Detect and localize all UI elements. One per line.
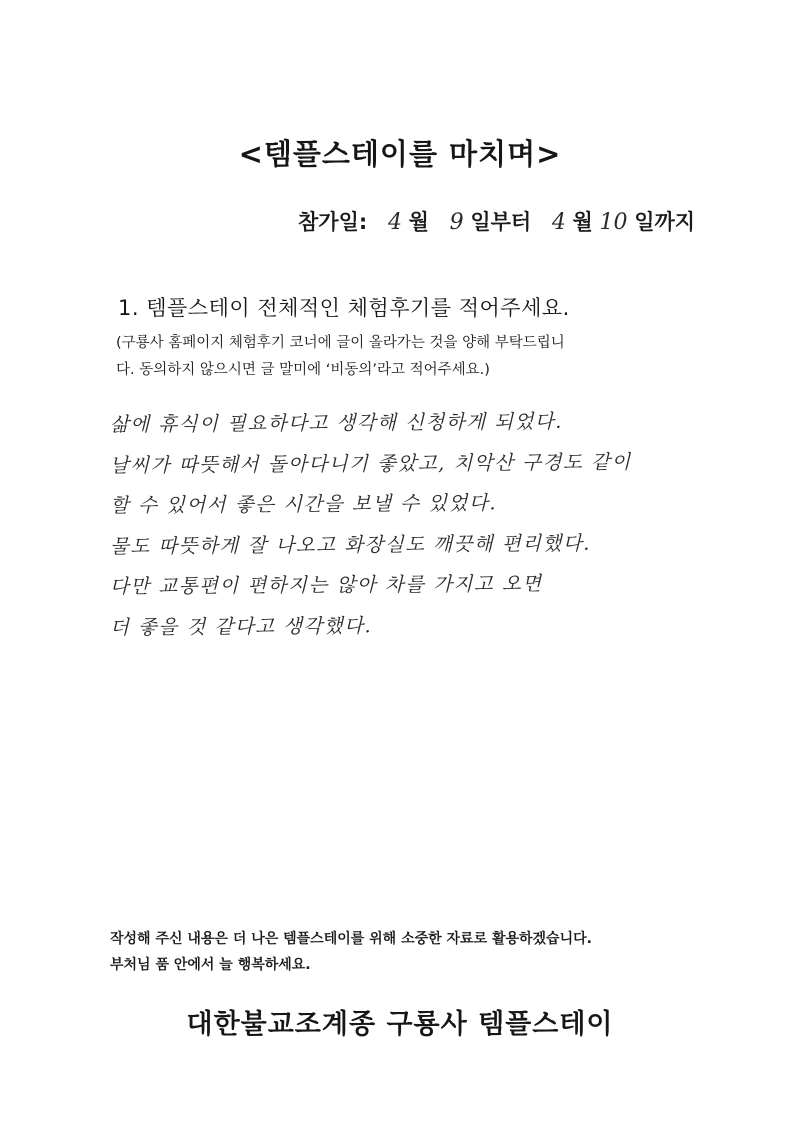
consent-note-line: (구룡사 홈페이지 체험후기 코너에 글이 올라가는 것을 양해 부탁드립니 — [116, 335, 565, 351]
handwritten-review — [110, 405, 670, 648]
review-line: 다만 교통편이 편하지는 않아 차를 가지고 오면 — [109, 571, 543, 598]
question-heading: 1. 템플스테이 전체적인 체험후기를 적어주세요. — [118, 296, 570, 320]
participation-date-line — [298, 206, 695, 236]
until-label: 일까지 — [634, 210, 696, 234]
consent-note-line: 다. 동의하지 않으시면 글 말미에 ‘비동의’라고 적어주세요.) — [116, 362, 490, 378]
end-month-value: 4 — [551, 210, 566, 235]
footer-line: 작성해 주신 내용은 더 나은 템플스테이를 위해 소중한 자료로 활용하겠습니다. — [110, 931, 592, 947]
consent-note — [116, 330, 696, 384]
review-line: 삶에 휴식이 필요하다고 생각해 신청하게 되었다. — [109, 409, 564, 436]
from-label: 일부터 — [470, 210, 532, 234]
page-title: <템플스테이를 마치며> — [238, 137, 562, 171]
participation-label: 참가일: — [298, 210, 368, 234]
organization-name: 대한불교조계종 구룡사 템플스테이 — [186, 1009, 614, 1040]
review-line: 물도 따뜻하게 잘 나오고 화장실도 깨끗해 편리했다. — [109, 531, 592, 558]
review-line: 할 수 있어서 좋은 시간을 보낼 수 있었다. — [109, 491, 498, 517]
month-unit-label: 월 — [572, 210, 593, 234]
start-month-value: 4 — [387, 210, 402, 235]
review-line: 더 좋을 것 같다고 생각했다. — [109, 613, 373, 639]
month-unit-label: 월 — [408, 210, 429, 234]
footer-message — [110, 926, 710, 978]
start-day-value: 9 — [449, 210, 464, 235]
footer-line: 부처님 품 안에서 늘 행복하세요. — [110, 957, 311, 973]
end-day-value: 10 — [599, 210, 628, 235]
review-line: 날씨가 따뜻해서 돌아다니기 좋았고, 치악산 구경도 같이 — [109, 449, 632, 477]
